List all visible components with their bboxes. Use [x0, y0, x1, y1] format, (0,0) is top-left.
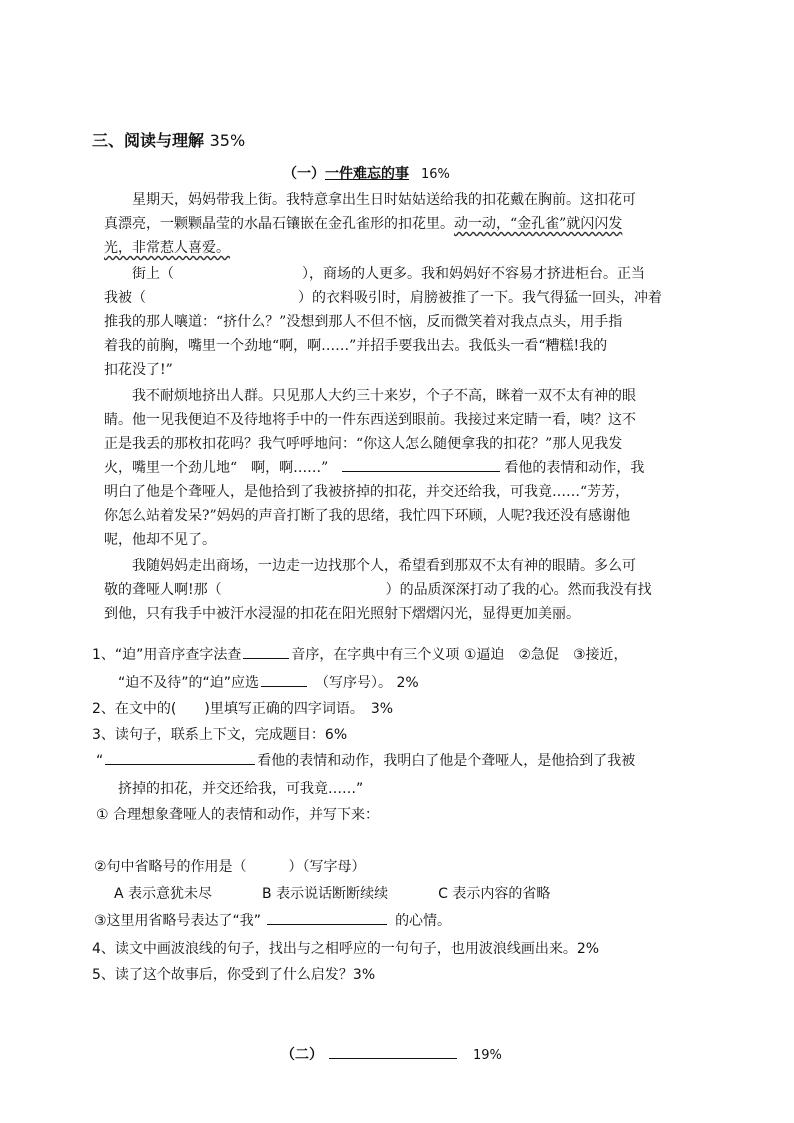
question-3-2: ②句中省略号的作用是（ ）（写字母）: [94, 859, 366, 875]
story-line: 我不耐烦地挤出人群。只见那人大约三十来岁，个子不高，眯着一双不太有神的眼: [132, 388, 636, 404]
question-3-3: [94, 910, 451, 930]
story-line-part: 敬的聋哑人啊!那（: [104, 582, 222, 598]
q1-text-d: （写序号）。 2%: [315, 675, 419, 691]
story-line: 呢，他却不见了。: [104, 532, 216, 548]
passage2-title: [281, 1044, 502, 1064]
section-percent: 35%: [209, 131, 246, 150]
story-line: 扣花没了!”: [104, 362, 173, 378]
question-3: 3、读句子，联系上下文，完成题目：6%: [92, 727, 348, 743]
option-c: C 表示内容的省略: [438, 886, 551, 902]
option-b: B 表示说话断断续续: [262, 886, 389, 902]
question-1: [92, 644, 628, 664]
passage2-percent: 19%: [473, 1048, 502, 1063]
story-line: 我随妈妈走出商场，一边走一边找那个人，希望看到那双不太有神的眼睛。多么可: [132, 558, 636, 574]
passage1-title: [283, 163, 450, 183]
story-line: 睛。他一见我便迫不及待地将手中的一件东西送到眼前。我接过来定睛一看，咦？这不: [104, 412, 636, 428]
story-line: 星期天，妈妈带我上街。我特意拿出生日时姑姑送给我的扣花戴在胸前。这扣花可: [132, 192, 636, 208]
question-3-quote-cont: 挤掉的扣花，并交还给我，可我竟……”: [118, 781, 364, 797]
passage1-title-name: 一件难忘的事: [325, 166, 409, 182]
story-line-part: 我被（: [104, 290, 146, 306]
q1-text-c: “迫不及待”的“迫”应选: [118, 675, 260, 691]
story-line: [104, 286, 662, 310]
q3-quote-a: 看他的表情和动作，我明白了他是个聋哑人，是他拾到了我被: [257, 753, 636, 769]
title-blank[interactable]: [329, 1044, 457, 1059]
question-1-part2: [118, 672, 419, 692]
story-line: 着我的前胸，嘴里一个劲地“啊，啊……”并招手要我出去。我低头一看“糟糕!我的: [104, 338, 608, 354]
story-line-part: ）的衣料吸引时，肩膀被推了一下。我气得猛一回头，冲着: [298, 290, 662, 306]
question-3-1: ① 合理想象聋哑人的表情和动作，并写下来：: [96, 807, 379, 823]
option-a: A 表示意犹未尽: [114, 886, 213, 902]
wavy-underlined-line: 光，非常惹人喜爱。: [104, 240, 230, 256]
passage2-title-prefix: （二）: [281, 1047, 323, 1063]
story-line-part: 街上（: [132, 266, 174, 282]
story-line: 明白了他是个聋哑人，是他拾到了我被挤掉的扣花，并交还给我，可我竟……“芳芳，: [104, 484, 630, 500]
story-line-part: ）的品质深深打动了我的心。然而我没有找: [385, 582, 652, 598]
story-line-part: 真漂亮，一颗颗晶莹的水晶石镶嵌在金孔雀形的扣花里。: [104, 216, 454, 232]
question-2: 2、在文中的( )里填写正确的四字词语。 3%: [92, 701, 394, 717]
q3-3-text-b: 的心情。: [395, 913, 452, 929]
wavy-underlined-sentence: 动一动，“金孔雀”就闪闪发: [454, 216, 623, 232]
answer-blank[interactable]: [267, 910, 387, 925]
story-line: [132, 262, 645, 286]
question-3-quote: [96, 750, 635, 770]
section-title: [92, 128, 245, 151]
story-line-part: ），商场的人更多。我和妈妈好不容易才挤进柜台。正当: [302, 266, 645, 282]
question-3-2-options: [114, 883, 550, 903]
story-line-part: 火，嘴里一个劲儿地“ 啊，啊……”: [104, 460, 329, 476]
story-line: 到他，只有我手中被汗水浸湿的扣花在阳光照射下熠熠闪光，显得更加美丽。: [104, 606, 580, 622]
question-5: 5、读了这个故事后，你受到了什么启发？3%: [92, 967, 376, 983]
story-line: 推我的那人嚷道：“挤什么？”没想到那人不但不恼，反而微笑着对我点点头，用手指: [104, 314, 623, 330]
q3-3-text-a: ③这里用省略号表达了“我”: [94, 913, 262, 929]
story-line-part: 看他的表情和动作，我: [504, 460, 645, 476]
story-line: 正是我丢的那枚扣花吗？我气呼呼地问：“你这人怎么随便拿我的扣花？”那人见我发: [104, 436, 623, 452]
answer-blank[interactable]: [261, 672, 307, 687]
story-line: [104, 578, 652, 602]
answer-blank[interactable]: [243, 644, 289, 659]
answer-blank[interactable]: [105, 750, 255, 765]
passage1-title-prefix: （一）: [283, 166, 325, 182]
section-title-text: 三、阅读与理解: [92, 131, 205, 150]
q1-text-a: 1、“迫”用音序查字法查: [92, 647, 242, 663]
question-4: 4、读文中画波浪线的句子，找出与之相呼应的一句句子，也用波浪线画出来。2%: [92, 941, 600, 957]
q1-text-b: 音序，在字典中有三个义项 ①逼迫 ②急促 ③接近，: [291, 647, 628, 663]
quote-open: “: [96, 753, 104, 769]
answer-blank[interactable]: [342, 457, 500, 472]
passage1-percent: 16%: [421, 167, 450, 182]
story-line: [104, 212, 622, 236]
story-line: 你怎么站着发呆?”妈妈的声音打断了我的思绪，我忙四下环顾，人呢?我还没有感谢他: [104, 508, 631, 524]
story-line: [104, 456, 644, 480]
